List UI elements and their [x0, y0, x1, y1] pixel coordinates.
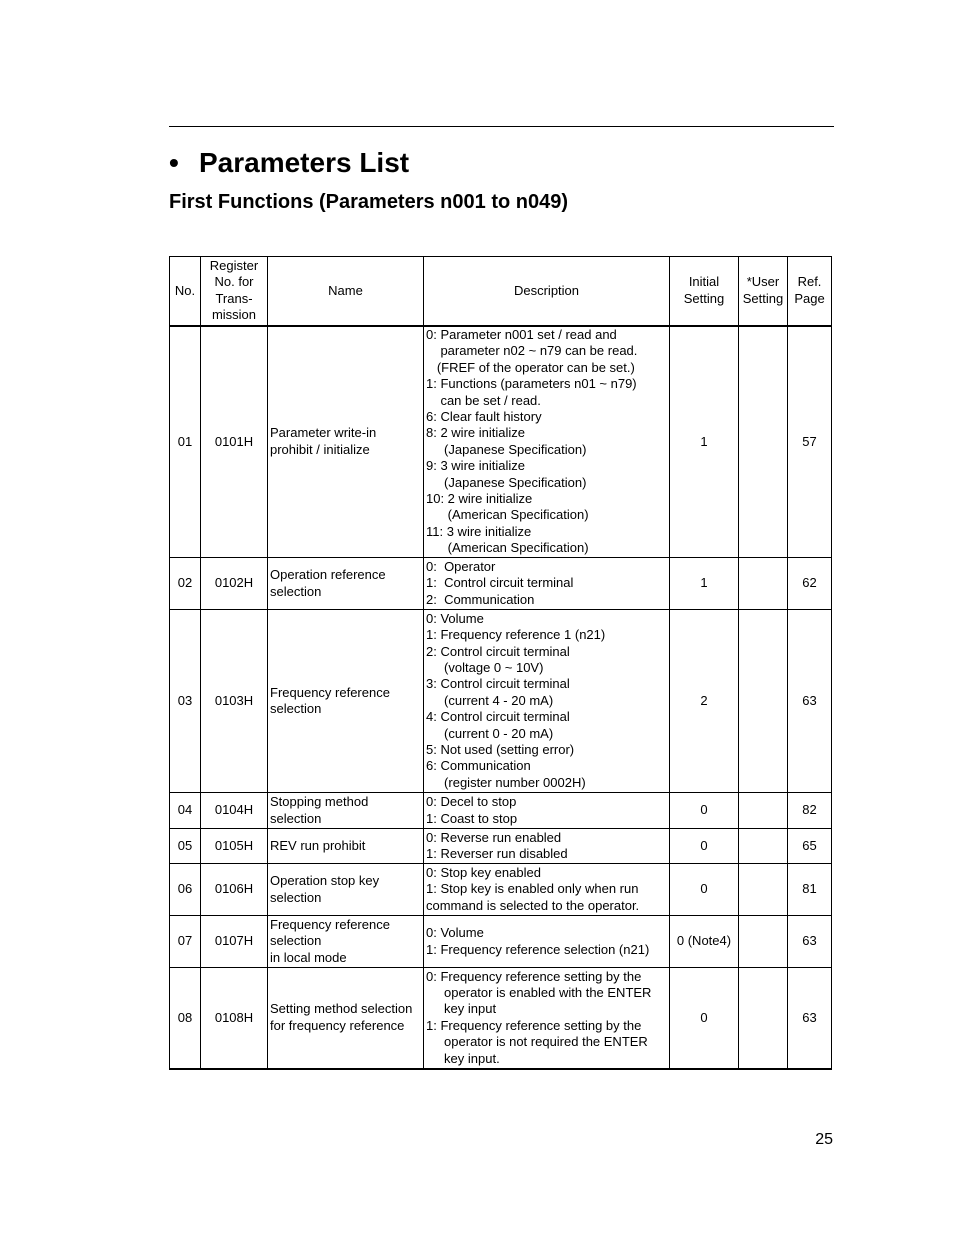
description-line: (register number 0002H) — [426, 774, 586, 790]
cell-user-setting — [739, 610, 788, 793]
cell-name: Stopping method selection — [268, 793, 424, 829]
cell-user-setting — [739, 326, 788, 558]
cell-initial-setting: 1 — [670, 558, 739, 610]
description-line: 6: Clear fault history — [426, 408, 542, 424]
description-line: operator is enabled with the ENTER — [426, 984, 652, 1000]
cell-no: 07 — [170, 916, 201, 968]
description-line: (American Specification) — [426, 540, 589, 556]
cell-name: Parameter write-in prohibit / initialize — [268, 326, 424, 558]
cell-user-setting — [739, 968, 788, 1069]
description-line: 0: Reverse run enabled — [426, 829, 562, 845]
cell-register: 0107H — [201, 916, 268, 968]
description-line: 1: Frequency reference setting by the — [426, 1017, 642, 1033]
cell-description — [424, 829, 670, 864]
description-line: (voltage 0 ~ 10V) — [426, 659, 544, 675]
cell-name: Frequency reference selection in local mode — [268, 916, 424, 968]
cell-ref-page: 63 — [788, 916, 832, 968]
description-line: 0: Volume — [426, 610, 484, 626]
header-no: No. — [170, 257, 201, 326]
header-register: Register No. for Trans- mission — [201, 257, 268, 326]
description-line: (Japanese Specification) — [426, 474, 587, 490]
header-initial-setting: Initial Setting — [670, 257, 739, 326]
header-user-setting: *User Setting — [739, 257, 788, 326]
cell-register: 0103H — [201, 610, 268, 793]
table-row — [170, 864, 832, 916]
description-line: key input — [426, 1001, 497, 1017]
cell-initial-setting: 0 — [670, 793, 739, 829]
cell-user-setting — [739, 793, 788, 829]
cell-no: 08 — [170, 968, 201, 1069]
description-line: 0: Frequency reference setting by the — [426, 968, 642, 984]
description-line: 10: 2 wire initialize — [426, 490, 533, 506]
table-row — [170, 558, 832, 610]
table-row — [170, 968, 832, 1069]
description-line: 3: Control circuit terminal — [426, 676, 570, 692]
description-line: 1: Reverser run disabled — [426, 846, 568, 861]
description-line: can be set / read. — [426, 392, 541, 408]
description-line: (current 0 - 20 mA) — [426, 725, 554, 741]
cell-name: REV run prohibit — [268, 829, 424, 864]
description-line: 2: Control circuit terminal — [426, 643, 570, 659]
description-line: 0: Decel to stop — [426, 794, 517, 810]
cell-no: 03 — [170, 610, 201, 793]
cell-description — [424, 558, 670, 610]
title-text: Parameters List — [199, 147, 410, 178]
parameters-table — [169, 256, 832, 1070]
cell-register: 0106H — [201, 864, 268, 916]
cell-ref-page: 62 — [788, 558, 832, 610]
cell-initial-setting: 0 — [670, 968, 739, 1069]
cell-ref-page: 57 — [788, 326, 832, 558]
cell-register: 0108H — [201, 968, 268, 1069]
cell-description — [424, 793, 670, 829]
cell-name: Operation stop key selection — [268, 864, 424, 916]
section-subtitle: First Functions (Parameters n001 to n049) — [169, 191, 569, 213]
description-line: key input. — [426, 1050, 500, 1066]
cell-initial-setting: 0 (Note4) — [670, 916, 739, 968]
header-ref-page: Ref. Page — [788, 257, 832, 326]
description-line: command is selected to the operator. — [426, 897, 640, 913]
table-row — [170, 610, 832, 793]
description-line: 5: Not used (setting error) — [426, 742, 575, 758]
cell-user-setting — [739, 558, 788, 610]
cell-user-setting — [739, 829, 788, 864]
header-description: Description — [424, 257, 670, 326]
description-line: parameter n02 ~ n79 can be read. — [426, 343, 638, 359]
table-row — [170, 916, 832, 968]
description-line: 1: Frequency reference 1 (n21) — [426, 627, 606, 643]
title-bullet: • — [169, 147, 179, 178]
description-line: operator is not required the ENTER — [426, 1034, 648, 1050]
header-rule — [169, 126, 834, 127]
cell-ref-page: 82 — [788, 793, 832, 829]
header-name: Name — [268, 257, 424, 326]
cell-initial-setting: 0 — [670, 829, 739, 864]
cell-initial-setting: 2 — [670, 610, 739, 793]
cell-description — [424, 864, 670, 916]
cell-description — [424, 610, 670, 793]
cell-register: 0102H — [201, 558, 268, 610]
description-line: 1: Coast to stop — [426, 810, 518, 826]
cell-description — [424, 968, 670, 1069]
description-line: 9: 3 wire initialize — [426, 458, 525, 474]
table-row — [170, 829, 832, 864]
cell-no: 06 — [170, 864, 201, 916]
table-row — [170, 793, 832, 829]
cell-user-setting — [739, 864, 788, 916]
cell-no: 02 — [170, 558, 201, 610]
cell-no: 01 — [170, 326, 201, 558]
cell-register: 0105H — [201, 829, 268, 864]
description-line: (American Specification) — [426, 507, 589, 523]
description-line: 1: Functions (parameters n01 ~ n79) — [426, 376, 637, 392]
table-header-row — [170, 257, 832, 326]
description-line: (FREF of the operator can be set.) — [426, 359, 635, 375]
cell-ref-page: 63 — [788, 610, 832, 793]
description-line: 4: Control circuit terminal — [426, 709, 570, 725]
description-line: 11: 3 wire initialize — [426, 523, 532, 539]
description-line: 6: Communication — [426, 758, 531, 774]
cell-ref-page: 65 — [788, 829, 832, 864]
page-title — [169, 147, 409, 179]
cell-name: Frequency reference selection — [268, 610, 424, 793]
cell-no: 04 — [170, 793, 201, 829]
cell-description — [424, 916, 670, 968]
description-line: 0: Parameter n001 set / read and — [426, 326, 617, 342]
description-line: (Japanese Specification) — [426, 441, 587, 457]
description-line: 2: Communication — [426, 591, 535, 607]
table-row — [170, 326, 832, 558]
description-line: 0: Stop key enabled — [426, 864, 541, 880]
cell-description — [424, 326, 670, 558]
cell-user-setting — [739, 916, 788, 968]
cell-register: 0101H — [201, 326, 268, 558]
cell-name: Setting method selection for frequency reference — [268, 968, 424, 1069]
cell-no: 05 — [170, 829, 201, 864]
cell-name: Operation reference selection — [268, 558, 424, 610]
description-line: 1: Frequency reference selection (n21) — [426, 941, 650, 957]
cell-ref-page: 81 — [788, 864, 832, 916]
description-line: 8: 2 wire initialize — [426, 425, 525, 441]
cell-initial-setting: 1 — [670, 326, 739, 558]
cell-ref-page: 63 — [788, 968, 832, 1069]
description-line: 1: Control circuit terminal — [426, 575, 574, 591]
description-line: (current 4 - 20 mA) — [426, 692, 554, 708]
description-line: 0: Volume — [426, 925, 484, 941]
description-line: 1: Stop key is enabled only when run — [426, 881, 639, 897]
cell-register: 0104H — [201, 793, 268, 829]
page-number: 25 — [815, 1131, 833, 1148]
description-line: 0: Operator — [426, 558, 496, 574]
cell-initial-setting: 0 — [670, 864, 739, 916]
